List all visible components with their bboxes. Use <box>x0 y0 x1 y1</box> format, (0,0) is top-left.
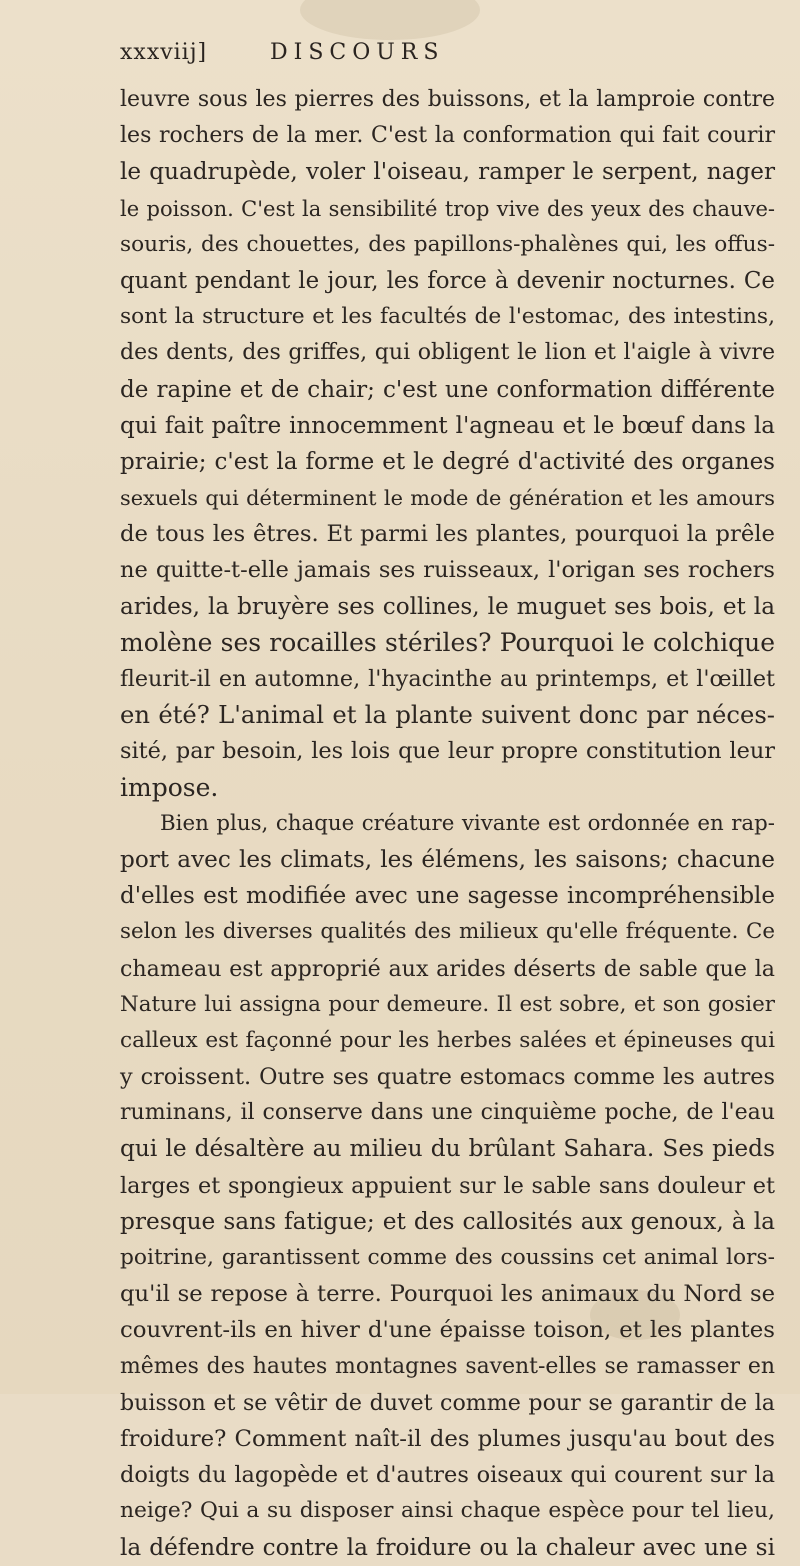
text-line: d'elles est modifiée avec une sagesse incompréhensible <box>120 883 775 910</box>
page-header <box>120 40 760 76</box>
text-line: neige? Qui a su disposer ainsi chaque espèce pour tel lieu, <box>120 1498 775 1524</box>
text-line: buisson et se vêtir de duvet comme pour se garantir de la <box>120 1389 775 1416</box>
text-line: impose. <box>120 772 219 802</box>
text-line: molène ses rocailles stériles? Pourquoi le colchique <box>120 627 775 657</box>
text-line: poitrine, garantissent comme des coussins cet animal lors- <box>120 1245 775 1270</box>
text-line: Nature lui assigna pour demeure. Il est sobre, et son gosier <box>120 991 775 1017</box>
running-title: DISCOURS <box>270 40 445 65</box>
text-line: de rapine et de chair; c'est une conformation différente <box>120 376 775 403</box>
text-line: le quadrupède, voler l'oiseau, ramper le serpent, nager <box>120 159 775 186</box>
text-line: qui le désaltère au milieu du brûlant Sahara. Ses pieds <box>120 1135 775 1163</box>
text-line: y croissent. Outre ses quatre estomacs comme les autres <box>120 1064 775 1091</box>
paragraph <box>120 806 775 1566</box>
text-line: presque sans fatigue; et des callosités aux genoux, à la <box>120 1207 775 1235</box>
text-line: des dents, des griffes, qui obligent le lion et l'aigle à vivre <box>120 340 775 366</box>
text-line: de tous les êtres. Et parmi les plantes, pourquoi la prêle <box>120 521 775 548</box>
text-line: qui fait paître innocemment l'agneau et le bœuf dans la <box>120 412 775 439</box>
text-line: Bien plus, chaque créature vivante est ordonnée en rap- <box>160 810 775 836</box>
text-line: la défendre contre la froidure ou la chaleur avec une si <box>120 1533 775 1561</box>
text-line: fleurit-il en automne, l'hyacinthe au printemps, et l'œillet <box>120 666 775 692</box>
text-line: prairie; c'est la forme et le degré d'activité des organes <box>120 448 775 475</box>
text-line: quant pendant le jour, les force à devenir nocturnes. Ce <box>120 267 775 294</box>
paper-stain <box>300 0 480 40</box>
text-line: les rochers de la mer. C'est la conformation qui fait courir <box>120 123 775 149</box>
text-line: couvrent-ils en hiver d'une épaisse toison, et les plantes <box>120 1317 775 1344</box>
text-line: larges et spongieux appuient sur le sable sans douleur et <box>120 1172 775 1199</box>
text-line: qu'il se repose à terre. Pourquoi les animaux du Nord se <box>120 1281 775 1308</box>
body-text <box>120 82 775 1566</box>
text-line: ruminans, il conserve dans une cinquième poche, de l'eau <box>120 1100 775 1126</box>
paragraph <box>120 82 775 806</box>
text-line: froidure? Comment naît-il des plumes jusqu'au bout des <box>120 1425 775 1452</box>
text-line: ne quitte-t-elle jamais ses ruisseaux, l'origan ses rochers <box>120 557 775 584</box>
text-line: port avec les climats, les élémens, les saisons; chacune <box>120 846 775 873</box>
text-line: en été? L'animal et la plante suivent donc par néces- <box>120 700 775 730</box>
text-line: sité, par besoin, les lois que leur propre constitution leur <box>120 738 775 765</box>
text-line: sont la structure et les facultés de l'estomac, des intestins, <box>120 304 775 330</box>
text-line: arides, la bruyère ses collines, le muguet ses bois, et la <box>120 593 775 620</box>
text-line: mêmes des hautes montagnes savent-elles se ramasser en <box>120 1353 775 1379</box>
text-line: le poisson. C'est la sensibilité trop vive des yeux des chauve- <box>120 195 775 221</box>
text-line: sexuels qui déterminent le mode de génération et les amours <box>120 486 775 511</box>
text-line: chameau est approprié aux arides déserts de sable que la <box>120 955 775 982</box>
text-line: souris, des chouettes, des papillons-phalènes qui, les offus- <box>120 231 775 257</box>
text-line: calleux est façonné pour les herbes salées et épineuses qui <box>120 1027 775 1053</box>
text-line: leuvre sous les pierres des buissons, et la lamproie contre <box>120 87 775 112</box>
text-line: selon les diverses qualités des milieux qu'elle fréquente. Ce <box>120 919 775 945</box>
page-number: xxxviij] <box>120 40 208 65</box>
text-line: doigts du lagopède et d'autres oiseaux qui courent sur la <box>120 1462 775 1489</box>
